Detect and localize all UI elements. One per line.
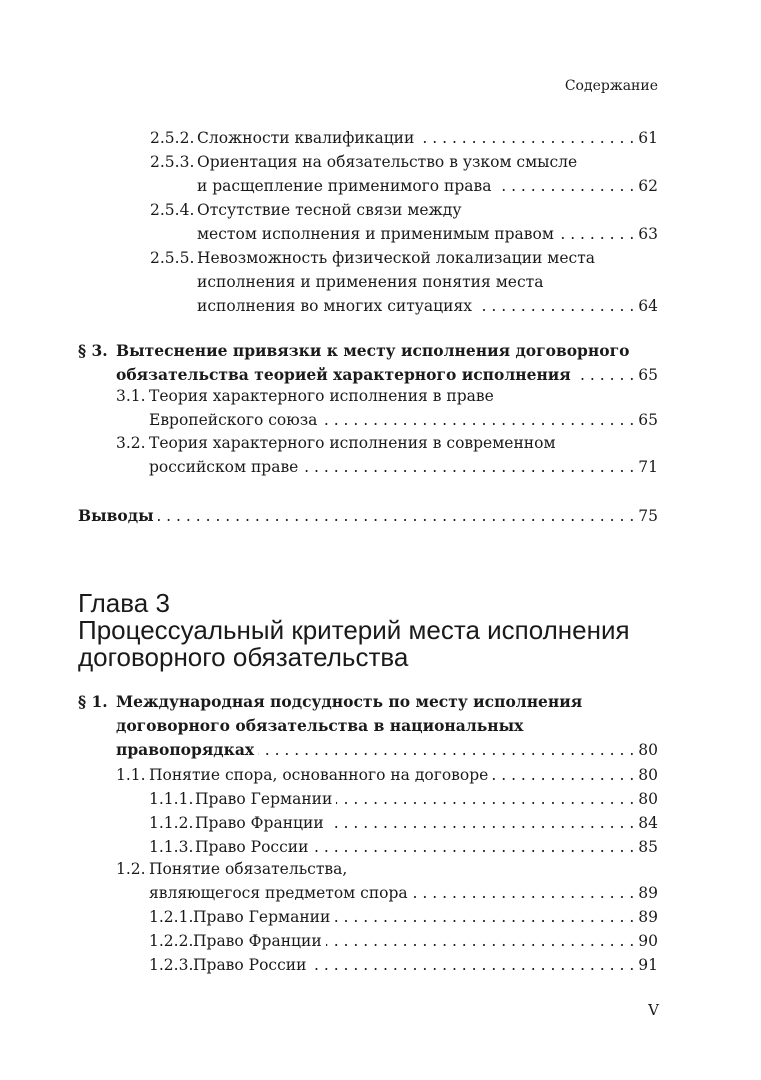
section-number: § 1. <box>78 692 108 711</box>
leader-dots <box>321 408 634 432</box>
entry-page: 89 <box>638 908 658 926</box>
entry-title: Право России <box>195 838 309 856</box>
toc-entry-2-5-3-line1[interactable] <box>150 150 577 174</box>
entry-page: 91 <box>638 956 658 974</box>
entry-page: 80 <box>638 790 658 808</box>
entry-title-cont: исполнения и применения понятия места <box>197 273 544 291</box>
running-head: Содержание <box>564 78 658 94</box>
entry-number: 3.1. <box>116 387 146 405</box>
entry-title-cont: Европейского союза <box>149 411 318 429</box>
entry-title: Понятие обязательства, <box>149 860 348 878</box>
conclusions-title: Выводы <box>78 506 154 525</box>
entry-page: 80 <box>638 741 658 759</box>
entry-number: 1.1.1. <box>149 790 194 808</box>
entry-title: Теория характерного исполнения в праве <box>149 387 494 405</box>
toc-entry-1-1-2[interactable] <box>149 811 658 835</box>
toc-entry-3-2-line2[interactable] <box>149 455 658 479</box>
leader-dots <box>158 504 635 528</box>
entry-page: 61 <box>638 129 658 147</box>
toc-entry-2-5-5-line1[interactable] <box>150 246 595 270</box>
toc-entry-2-5-5-line2 <box>197 270 543 294</box>
entry-title: Право Франции <box>195 814 324 832</box>
leader-dots <box>334 905 634 929</box>
entry-number: 2.5.5. <box>150 249 195 267</box>
leader-dots <box>575 363 635 387</box>
page-number: V <box>648 1001 659 1019</box>
entry-page: 89 <box>638 884 658 902</box>
entry-title: Теория характерного исполнения в современном <box>149 434 556 452</box>
entry-title: Право Франции <box>193 932 322 950</box>
entry-title: Право Германии <box>195 790 333 808</box>
section-number: § 3. <box>78 341 108 360</box>
leader-dots <box>336 787 634 811</box>
section-title-cont: договорного обязательства в национальных <box>116 716 524 735</box>
leader-dots <box>418 126 634 150</box>
chapter-title-line1: Процессуальный критерий места исполнения <box>78 615 630 645</box>
section-title: Вытеснение привязки к месту исполнения договорного <box>116 341 630 360</box>
chapter-label: Глава 3 <box>78 588 170 618</box>
entry-number: 1.2.3. <box>149 956 194 974</box>
toc-entry-3-1-line2[interactable] <box>149 408 658 432</box>
leader-dots <box>328 811 635 835</box>
entry-number: 1.1. <box>116 766 146 784</box>
section-title-cont: правопорядках <box>116 740 255 759</box>
entry-number: 3.2. <box>116 434 146 452</box>
entry-number: 2.5.4. <box>150 201 195 219</box>
chapter-title-line2: договорного обязательства <box>78 642 409 672</box>
entry-title: Право Германии <box>193 908 331 926</box>
entry-page: 65 <box>638 411 658 429</box>
toc-section-3-line1[interactable] <box>78 339 629 363</box>
leader-dots <box>496 174 635 198</box>
entry-title: Ориентация на обязательство в узком смысле <box>197 153 578 171</box>
toc-entry-2-5-2[interactable] <box>150 126 658 150</box>
entry-page: 71 <box>638 458 658 476</box>
toc-entry-2-5-3-line2[interactable] <box>197 174 658 198</box>
entry-number: 1.2.1. <box>149 908 194 926</box>
entry-title: Понятие спора, основанного на договоре <box>149 766 489 784</box>
entry-title: Право России <box>193 956 307 974</box>
leader-dots <box>258 738 634 762</box>
toc-entry-1-1[interactable] <box>116 763 658 787</box>
leader-dots <box>476 294 634 318</box>
entry-number: 1.1.2. <box>149 814 194 832</box>
toc-entry-1-2-1[interactable] <box>149 905 658 929</box>
entry-number: 1.2. <box>116 860 146 878</box>
toc-entry-2-5-5-line3[interactable] <box>197 294 658 318</box>
leader-dots <box>492 763 634 787</box>
toc-ch3-section-1-line2 <box>116 714 523 738</box>
entry-page: 80 <box>638 766 658 784</box>
toc-ch3-section-1-line1[interactable] <box>78 690 582 714</box>
entry-title-cont: исполнения во многих ситуациях <box>197 297 472 315</box>
entry-number: 2.5.2. <box>150 129 195 147</box>
toc-conclusions[interactable] <box>78 504 658 528</box>
toc-entry-3-2-line1[interactable] <box>116 431 556 455</box>
entry-title: Отсутствие тесной связи между <box>197 201 462 219</box>
chapter-3-heading <box>78 590 630 671</box>
entry-page: 90 <box>638 932 658 950</box>
entry-page: 62 <box>638 177 658 195</box>
leader-dots <box>302 455 634 479</box>
toc-ch3-section-1-line3[interactable] <box>116 738 658 762</box>
entry-title-cont: и расщепление применимого права <box>197 177 492 195</box>
leader-dots <box>558 222 634 246</box>
entry-title: Сложности квалификации <box>197 129 415 147</box>
leader-dots <box>312 835 634 859</box>
section-title-cont: обязательства теорией характерного исполнения <box>116 365 571 384</box>
leader-dots <box>310 953 634 977</box>
toc-entry-1-1-1[interactable] <box>149 787 658 811</box>
leader-dots <box>326 929 635 953</box>
entry-page: 64 <box>638 297 658 315</box>
entry-page: 75 <box>638 507 658 525</box>
entry-page: 85 <box>638 838 658 856</box>
toc-entry-1-2-2[interactable] <box>149 929 658 953</box>
toc-entry-2-5-4-line2[interactable] <box>197 222 658 246</box>
toc-entry-2-5-4-line1[interactable] <box>150 198 461 222</box>
toc-entry-1-2-line1[interactable] <box>116 857 347 881</box>
entry-title: Невозможность физической локализации места <box>197 249 596 267</box>
toc-entry-3-1-line1[interactable] <box>116 384 494 408</box>
entry-page: 63 <box>638 225 658 243</box>
leader-dots <box>412 881 635 905</box>
toc-entry-1-2-line2[interactable] <box>149 881 658 905</box>
entry-page: 65 <box>638 366 658 384</box>
toc-entry-1-1-3[interactable] <box>149 835 658 859</box>
entry-title-cont: являющегося предметом спора <box>149 884 408 902</box>
entry-number: 1.1.3. <box>149 838 194 856</box>
entry-number: 1.2.2. <box>149 932 194 950</box>
section-title: Международная подсудность по месту исполнения <box>116 692 583 711</box>
entry-page: 84 <box>638 814 658 832</box>
entry-number: 2.5.3. <box>150 153 195 171</box>
entry-title-cont: российском праве <box>149 458 299 476</box>
entry-title-cont: местом исполнения и применимым правом <box>197 225 554 243</box>
toc-entry-1-2-3[interactable] <box>149 953 658 977</box>
